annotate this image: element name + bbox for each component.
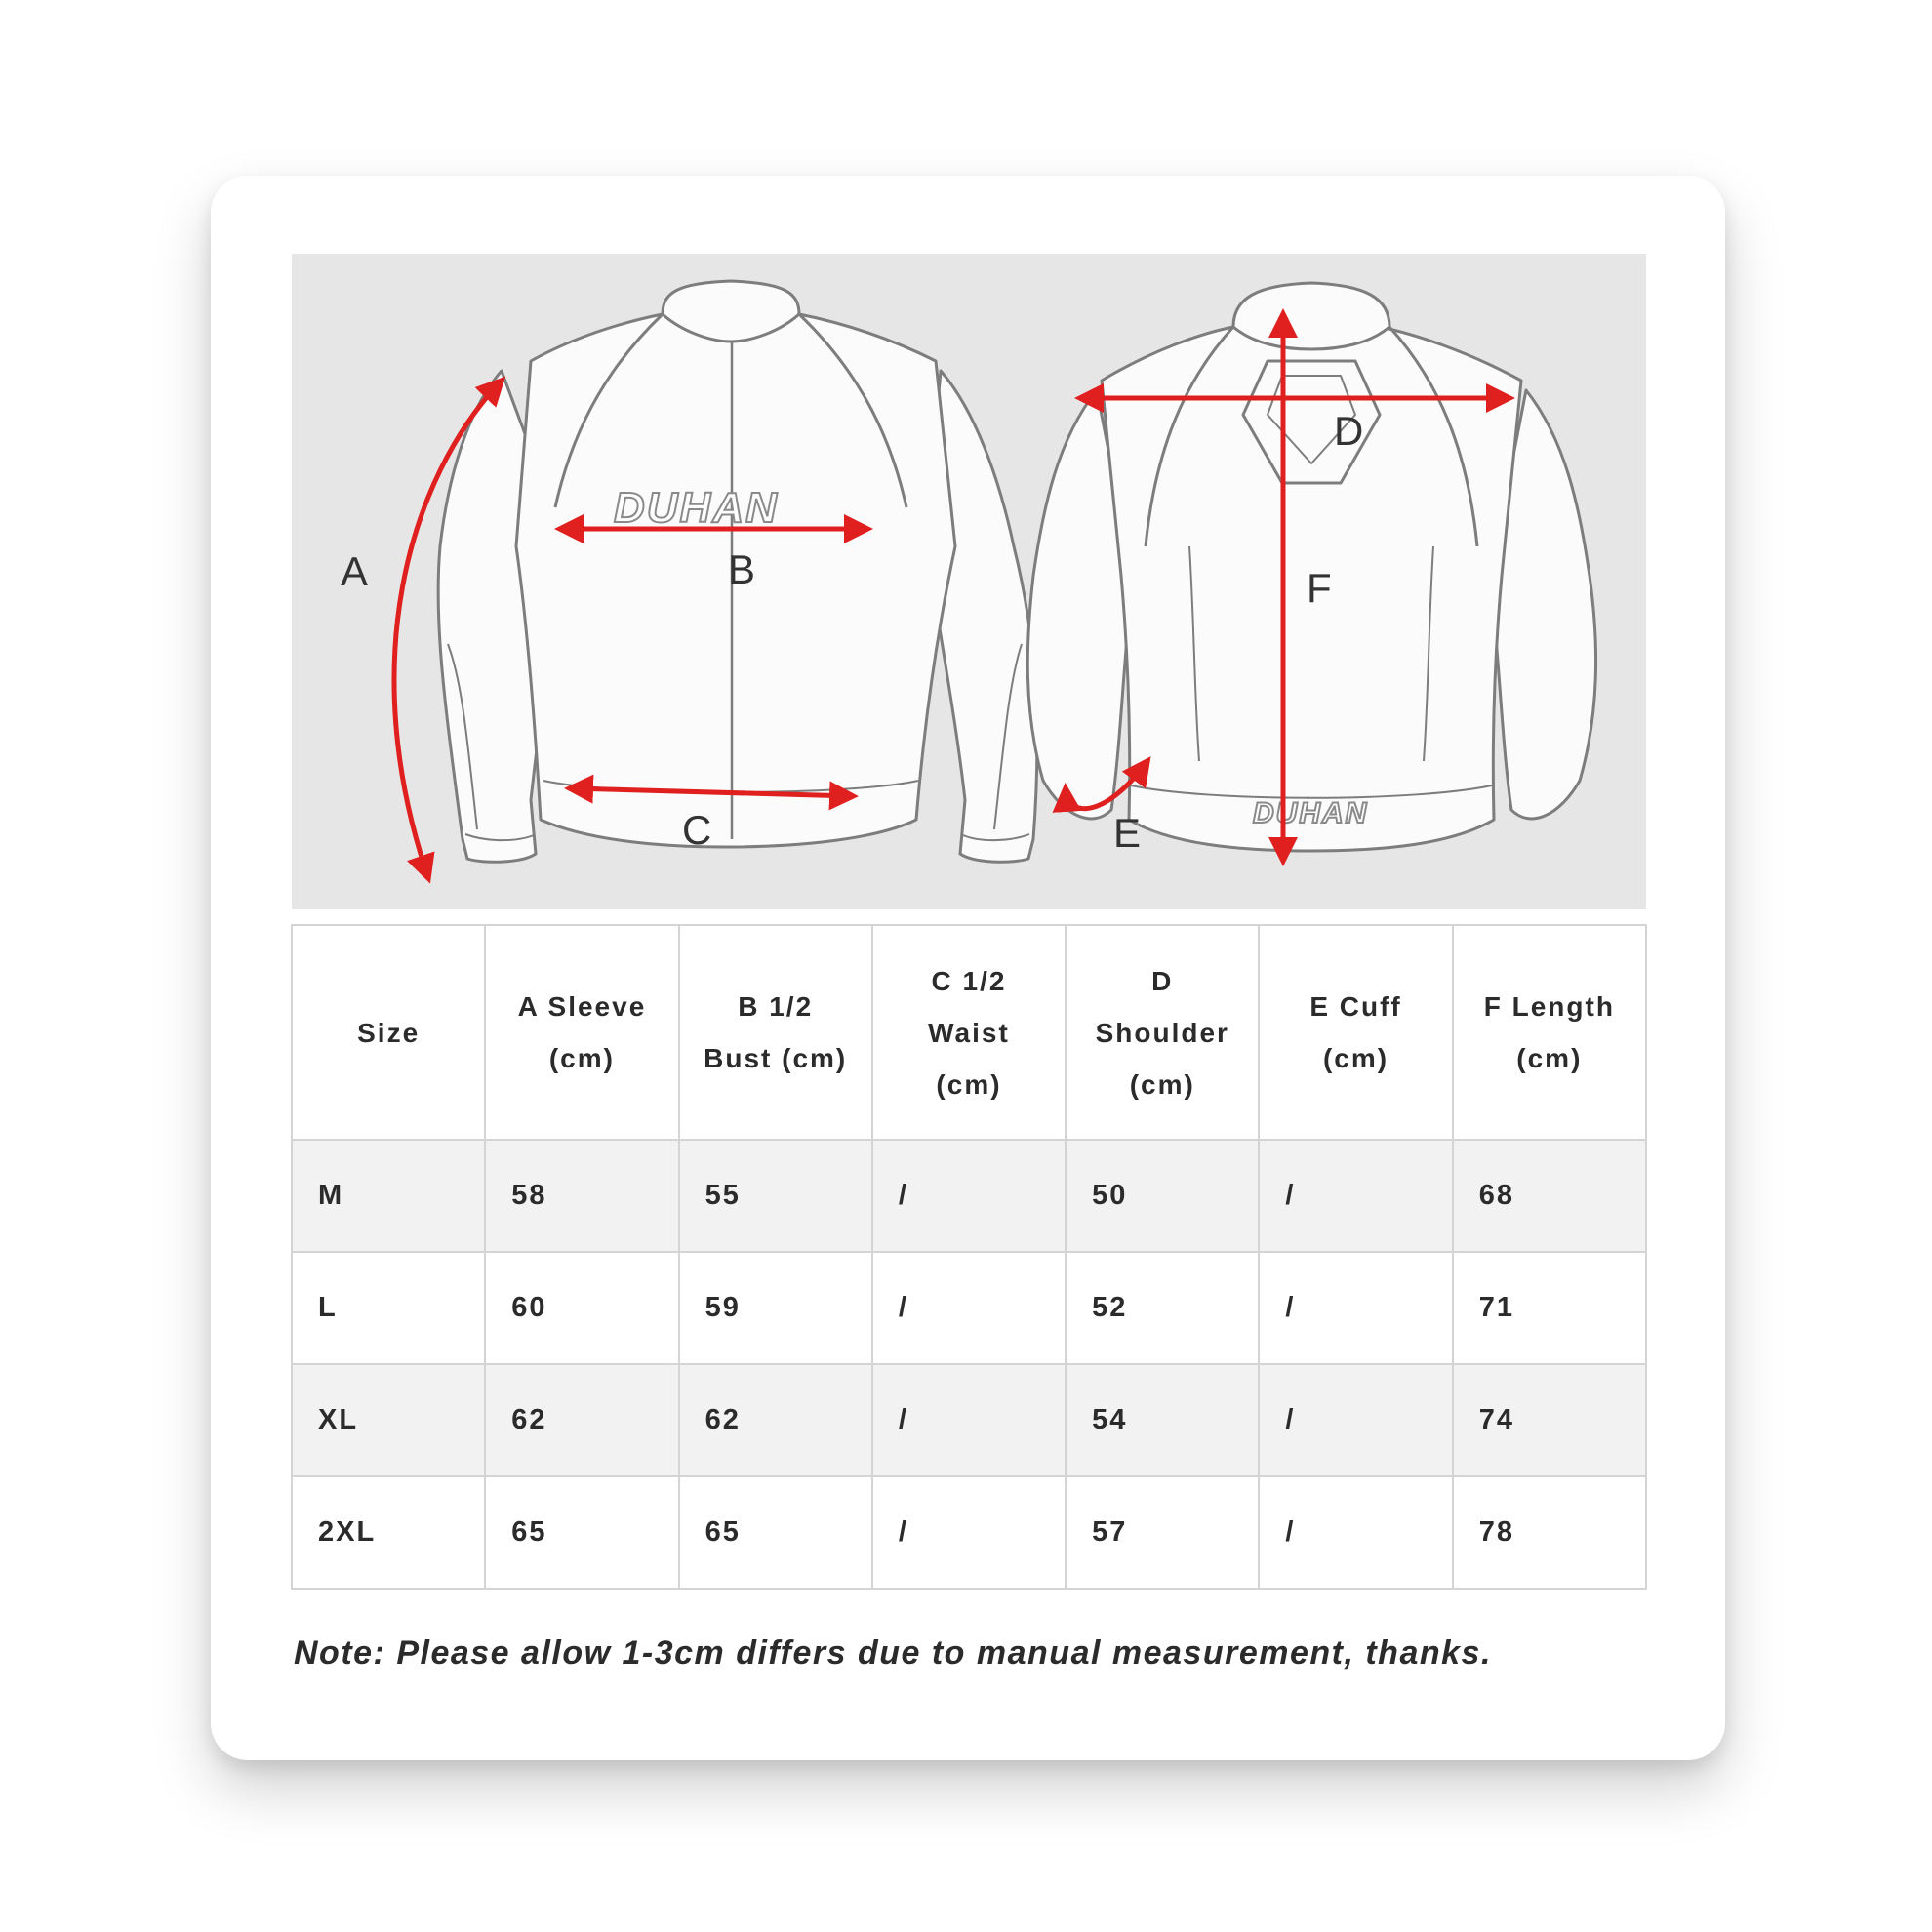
label-a: A	[341, 548, 369, 594]
cell-size: L	[292, 1252, 485, 1364]
cell-e-cuff: /	[1259, 1140, 1452, 1252]
cell-c-waist: /	[872, 1476, 1066, 1589]
table-row	[292, 1364, 1646, 1476]
cell-b-bust: 59	[679, 1252, 872, 1364]
jacket-diagram-svg	[292, 254, 1646, 909]
label-f: F	[1307, 565, 1332, 611]
cell-size: M	[292, 1140, 485, 1252]
table-header-row	[292, 925, 1646, 1140]
cell-a-sleeve: 65	[485, 1476, 678, 1589]
cell-c-waist: /	[872, 1252, 1066, 1364]
cell-a-sleeve: 60	[485, 1252, 678, 1364]
cell-d-shoulder: 50	[1066, 1140, 1259, 1252]
cell-b-bust: 65	[679, 1476, 872, 1589]
size-chart-card	[211, 176, 1725, 1760]
cell-f-length: 78	[1453, 1476, 1646, 1589]
cell-f-length: 74	[1453, 1364, 1646, 1476]
cell-e-cuff: /	[1259, 1476, 1452, 1589]
table-row	[292, 1140, 1646, 1252]
front-brand-logo: DUHAN	[614, 484, 779, 532]
cell-c-waist: /	[872, 1364, 1066, 1476]
table-row	[292, 1476, 1646, 1589]
cell-size: 2XL	[292, 1476, 485, 1589]
cell-d-shoulder: 54	[1066, 1364, 1259, 1476]
label-e: E	[1113, 810, 1142, 856]
cell-a-sleeve: 62	[485, 1364, 678, 1476]
cell-d-shoulder: 57	[1066, 1476, 1259, 1589]
cell-size: XL	[292, 1364, 485, 1476]
back-brand-logo: DUHAN	[1253, 797, 1369, 829]
header-c-waist: C 1/2 Waist (cm)	[872, 925, 1066, 1140]
label-c: C	[682, 807, 712, 853]
cell-c-waist: /	[872, 1140, 1066, 1252]
header-size: Size	[292, 925, 485, 1140]
header-f-length: F Length (cm)	[1453, 925, 1646, 1140]
cell-b-bust: 55	[679, 1140, 872, 1252]
header-b-bust: B 1/2 Bust (cm)	[679, 925, 872, 1140]
header-d-shoulder: D Shoulder (cm)	[1066, 925, 1259, 1140]
cell-b-bust: 62	[679, 1364, 872, 1476]
cell-e-cuff: /	[1259, 1364, 1452, 1476]
cell-d-shoulder: 52	[1066, 1252, 1259, 1364]
cell-e-cuff: /	[1259, 1252, 1452, 1364]
cell-f-length: 68	[1453, 1140, 1646, 1252]
header-e-cuff: E Cuff (cm)	[1259, 925, 1452, 1140]
cell-f-length: 71	[1453, 1252, 1646, 1364]
jacket-measurement-diagram	[292, 254, 1646, 909]
label-b: B	[728, 546, 756, 592]
cell-a-sleeve: 58	[485, 1140, 678, 1252]
header-a-sleeve: A Sleeve (cm)	[485, 925, 678, 1140]
measurement-note: Note: Please allow 1-3cm differs due to manual measurement, thanks.	[294, 1634, 1492, 1671]
table-row	[292, 1252, 1646, 1364]
label-d: D	[1334, 408, 1364, 454]
size-table	[291, 924, 1647, 1590]
